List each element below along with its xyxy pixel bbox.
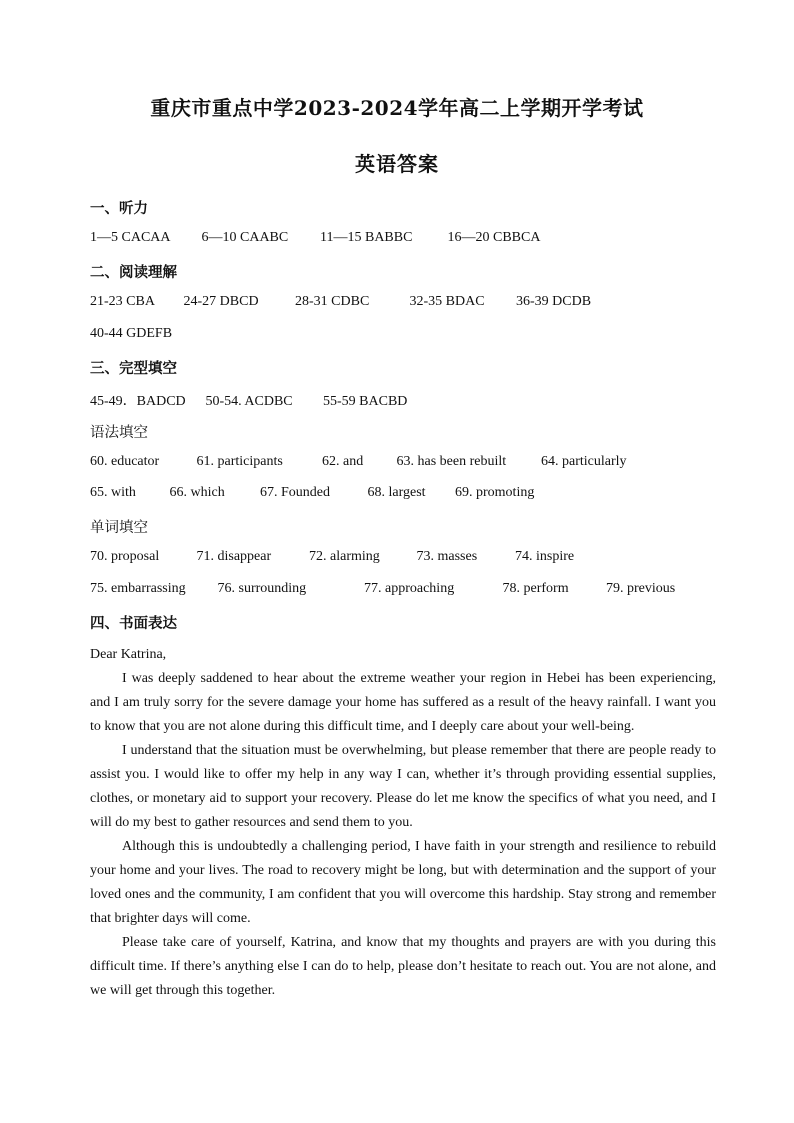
section-heading-reading: 二、阅读理解 — [90, 265, 177, 281]
answer-item: 28-31 CDBC — [295, 294, 370, 309]
answer-item: 61. participants — [196, 454, 283, 469]
answer-item: 79. previous — [606, 581, 676, 596]
answer-row-reading-1 — [90, 294, 591, 310]
answer-item: 60. educator — [90, 454, 160, 469]
answer-item: 65. with — [90, 485, 136, 500]
letter-salutation: Dear Katrina, — [90, 647, 167, 662]
answer-item: 11—15 BABBC — [320, 230, 413, 245]
answer-row-grammar-2 — [90, 485, 534, 501]
answer-item: 75. embarrassing — [90, 581, 186, 596]
answer-row-words-1 — [90, 549, 574, 565]
answer-item: 6—10 CAABC — [201, 230, 289, 245]
answer-item: 40-44 GDEFB — [90, 326, 173, 341]
letter-paragraph: Please take care of yourself, Katrina, and know that my thoughts and prayers are with you during this difficult time. If there’s anything else I can do to help, please don’t hesitate to reach out. You are not alone, and we will get through this together. — [90, 935, 716, 998]
answer-item: 63. has been rebuilt — [396, 454, 507, 469]
answer-item: 1—5 CACAA — [90, 230, 171, 245]
answer-item: 21-23 CBA — [90, 294, 155, 309]
section-heading-listening: 一、听力 — [90, 201, 148, 217]
section-heading-grammar: 语法填空 — [90, 425, 148, 441]
letter-paragraph: Although this is undoubtedly a challenging period, I have faith in your strength and resilience to rebuild your home and your lives. The road to recovery might be long, but with determination and the support of your loved ones and the community, I am confident that you will overcome this hardship. Stay strong and remember that brighter days will come. — [90, 839, 716, 926]
answer-item: 77. approaching — [364, 581, 455, 596]
answer-row-listening — [90, 230, 540, 246]
answer-item: 68. largest — [367, 485, 426, 500]
answer-item: 73. masses — [416, 549, 478, 564]
answer-item: 32-35 BDAC — [409, 294, 485, 309]
document-title: 重庆市重点中学2023-2024学年高二上学期开学考试 — [150, 96, 644, 120]
answer-item: 71. disappear — [196, 549, 272, 564]
letter-body — [90, 643, 716, 1003]
answer-item: 74. inspire — [515, 549, 575, 564]
answer-row-cloze — [90, 390, 407, 410]
answer-item: 78. perform — [502, 581, 569, 596]
document-subtitle: 英语答案 — [355, 152, 439, 176]
answer-item: 72. alarming — [309, 549, 380, 564]
answer-item: 50-54. ACDBC — [205, 394, 293, 409]
answer-item: 69. promoting — [455, 485, 535, 500]
section-heading-writing: 四、书面表达 — [90, 616, 177, 632]
answer-item: 66. which — [169, 485, 225, 500]
letter-paragraph: I was deeply saddened to hear about the extreme weather your region in Hebei has been experiencing, and I am truly sorry for the severe damage your home has suffered as a result of the heavy rainfall. I want you to know that you are not alone during this difficult time, and I deeply care about your well-being. — [90, 671, 716, 734]
answer-item: 24-27 DBCD — [183, 294, 259, 309]
answer-item: 36-39 DCDB — [516, 294, 592, 309]
answer-item: 64. particularly — [541, 454, 627, 469]
answer-item: 76. surrounding — [217, 581, 307, 596]
answer-item: 55-59 BACBD — [323, 394, 408, 409]
answer-row-reading-2 — [90, 326, 172, 342]
letter-paragraph: I understand that the situation must be overwhelming, but please remember that there are people ready to assist you. I would like to offer my help in any way I can, whether it’s through providing essential supplies, clothes, or monetary aid to support your recovery. Please do let me know the specifics of what you need, and I will do my best to gather resources and send them to you. — [90, 743, 716, 830]
answer-item: 16—20 CBBCA — [447, 230, 541, 245]
section-heading-cloze: 三、完型填空 — [90, 361, 177, 377]
answer-item: 67. Founded — [260, 485, 330, 500]
answer-item: 45-49．BADCD — [90, 394, 186, 409]
answer-item: 70. proposal — [90, 549, 160, 564]
answer-row-words-2 — [90, 581, 675, 597]
answer-item: 62. and — [322, 454, 364, 469]
section-heading-words: 单词填空 — [90, 520, 148, 536]
answer-row-grammar-1 — [90, 454, 627, 470]
